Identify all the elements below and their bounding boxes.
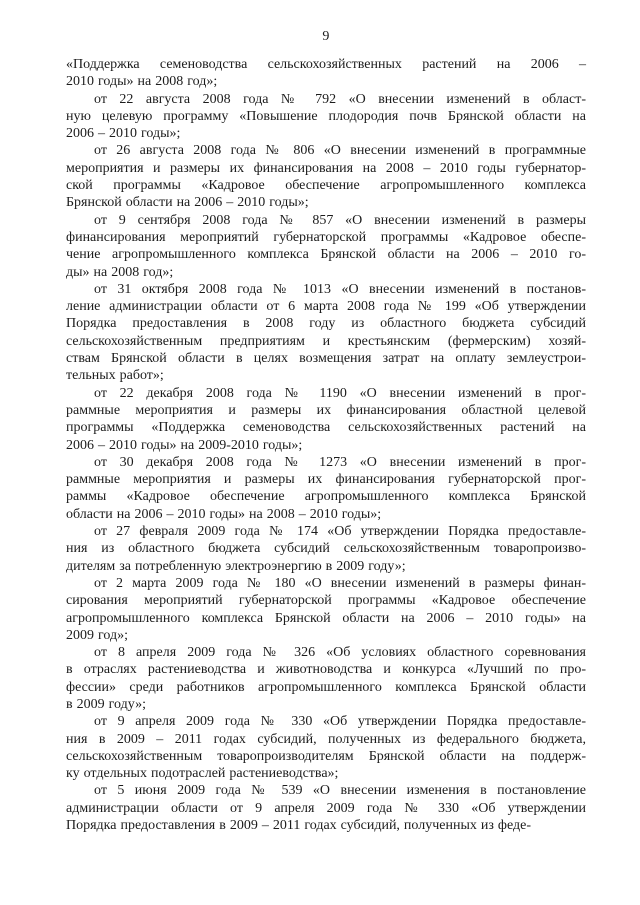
text-line: ды» на 2008 год»; <box>66 264 174 280</box>
text-line: от 9 сентября 2008 года № 857 «О внесении изменений в размеры <box>94 212 586 228</box>
text-line: «Поддержка семеноводства сельскохозяйственных растений на 2006 – <box>66 57 586 72</box>
paragraph <box>66 142 586 211</box>
text-line: ния из областного бюджета субсидий сельскохозяйственным товаропроизво- <box>66 541 586 557</box>
text-line: от 27 февраля 2009 года № 174 «Об утверждении Порядка предоставле- <box>94 524 586 540</box>
text-line: ния в 2009 – 2011 годах субсидий, полученных из федерального бюджета, <box>66 731 586 747</box>
text-line: от 2 марта 2009 года № 180 «О внесении изменений в размеры финан- <box>94 575 586 591</box>
paragraph <box>66 454 586 523</box>
text-line: чение агропромышленного комплекса Брянской области на 2006 – 2010 го- <box>66 247 586 263</box>
text-line: сирования мероприятий губернаторской программы «Кадровое обеспечение <box>66 593 586 609</box>
text-line: Порядка предоставления в 2009 – 2011 годах субсидий, полученных из феде- <box>66 818 531 834</box>
paragraph <box>66 644 586 713</box>
text-line: 2010 годы» на 2008 год»; <box>66 74 218 90</box>
text-line: сельскохозяйственным предприятиям и крестьянским (фермерским) хозяй- <box>66 333 586 349</box>
paragraph <box>66 91 586 143</box>
text-line: от 22 декабря 2008 года № 1190 «О внесении изменений в прог- <box>94 385 586 401</box>
text-line: раммные мероприятия и размеры их финансирования губернаторской прог- <box>66 472 586 488</box>
text-line: тельных работ»; <box>66 368 164 384</box>
paragraph <box>66 782 586 834</box>
paragraph <box>66 212 586 281</box>
text-line: 2009 год»; <box>66 627 129 643</box>
text-line: сельскохозяйственным товаропроизводителям Брянской области на поддерж- <box>66 748 586 764</box>
text-line: от 26 августа 2008 года № 806 «О внесении изменений в программные <box>94 143 586 159</box>
text-line: программы «Поддержка семеноводства сельскохозяйственных растений на <box>66 420 586 436</box>
text-line: раммные мероприятия и размеры их финансирования областной целевой <box>66 402 586 418</box>
text-line: ской программы «Кадровое обеспечение агропромышленного комплекса <box>66 178 586 194</box>
text-line: администрации области от 9 апреля 2009 года № 330 «Об утверждении <box>66 800 586 816</box>
text-line: от 22 августа 2008 года № 792 «О внесении изменений в област- <box>94 91 586 107</box>
paragraph <box>66 575 586 644</box>
text-line: ление администрации области от 6 марта 2008 года № 199 «Об утверждении <box>66 299 586 315</box>
text-line: 2006 – 2010 годы»; <box>66 126 181 142</box>
text-column <box>66 28 586 834</box>
text-line: в отраслях растениеводства и животноводства и конкурса «Лучший по про- <box>66 662 586 678</box>
text-line: от 8 апреля 2009 года № 326 «Об условиях областного соревнования <box>94 645 586 661</box>
text-line: в 2009 году»; <box>66 696 146 712</box>
text-line: ную целевую программу «Повышение плодородия почв Брянской области на <box>66 108 586 124</box>
text-line: Порядка предоставления в 2008 году из областного бюджета субсидий <box>66 316 586 332</box>
text-line: от 5 июня 2009 года № 539 «О внесении изменения в постановление <box>94 783 586 799</box>
text-line: от 9 апреля 2009 года № 330 «Об утверждении Порядка предоставле- <box>94 714 586 730</box>
text-line: Брянской области на 2006 – 2010 годы»; <box>66 195 309 211</box>
text-line: финансирования мероприятий губернаторской программы «Кадровое обеспе- <box>66 229 586 245</box>
text-line: ку отдельных подотраслей растениеводства»; <box>66 766 339 782</box>
text-line: мероприятия и размеры их финансирования на 2008 – 2010 годы губернатор- <box>66 160 586 176</box>
text-line: агропромышленного комплекса Брянской области на 2006 – 2010 годы» на <box>66 610 586 626</box>
paragraph <box>66 281 586 385</box>
text-line: области на 2006 – 2010 годы» на 2008 – 2010 годы»; <box>66 506 382 522</box>
paragraph <box>66 713 586 782</box>
text-line: ствам Брянской области в целях возмещения затрат на оплату землеустрои- <box>66 351 586 367</box>
text-line: раммы «Кадровое обеспечение агропромышленного комплекса Брянской <box>66 489 586 505</box>
text-line: от 30 декабря 2008 года № 1273 «О внесении изменений в прог- <box>94 454 586 470</box>
text-line: 2006 – 2010 годы» на 2009-2010 годы»; <box>66 437 303 453</box>
paragraph <box>66 385 586 454</box>
text-line: фессии» среди работников агропромышленного комплекса Брянской области <box>66 679 586 695</box>
document-body <box>66 56 586 834</box>
paragraph <box>66 523 586 575</box>
text-line: дителям за потребленную электроэнергию в 2009 году»; <box>66 558 406 574</box>
paragraph <box>66 56 586 91</box>
page-number: 9 <box>322 29 330 44</box>
text-line: от 31 октября 2008 года № 1013 «О внесении изменений в постанов- <box>94 281 586 297</box>
